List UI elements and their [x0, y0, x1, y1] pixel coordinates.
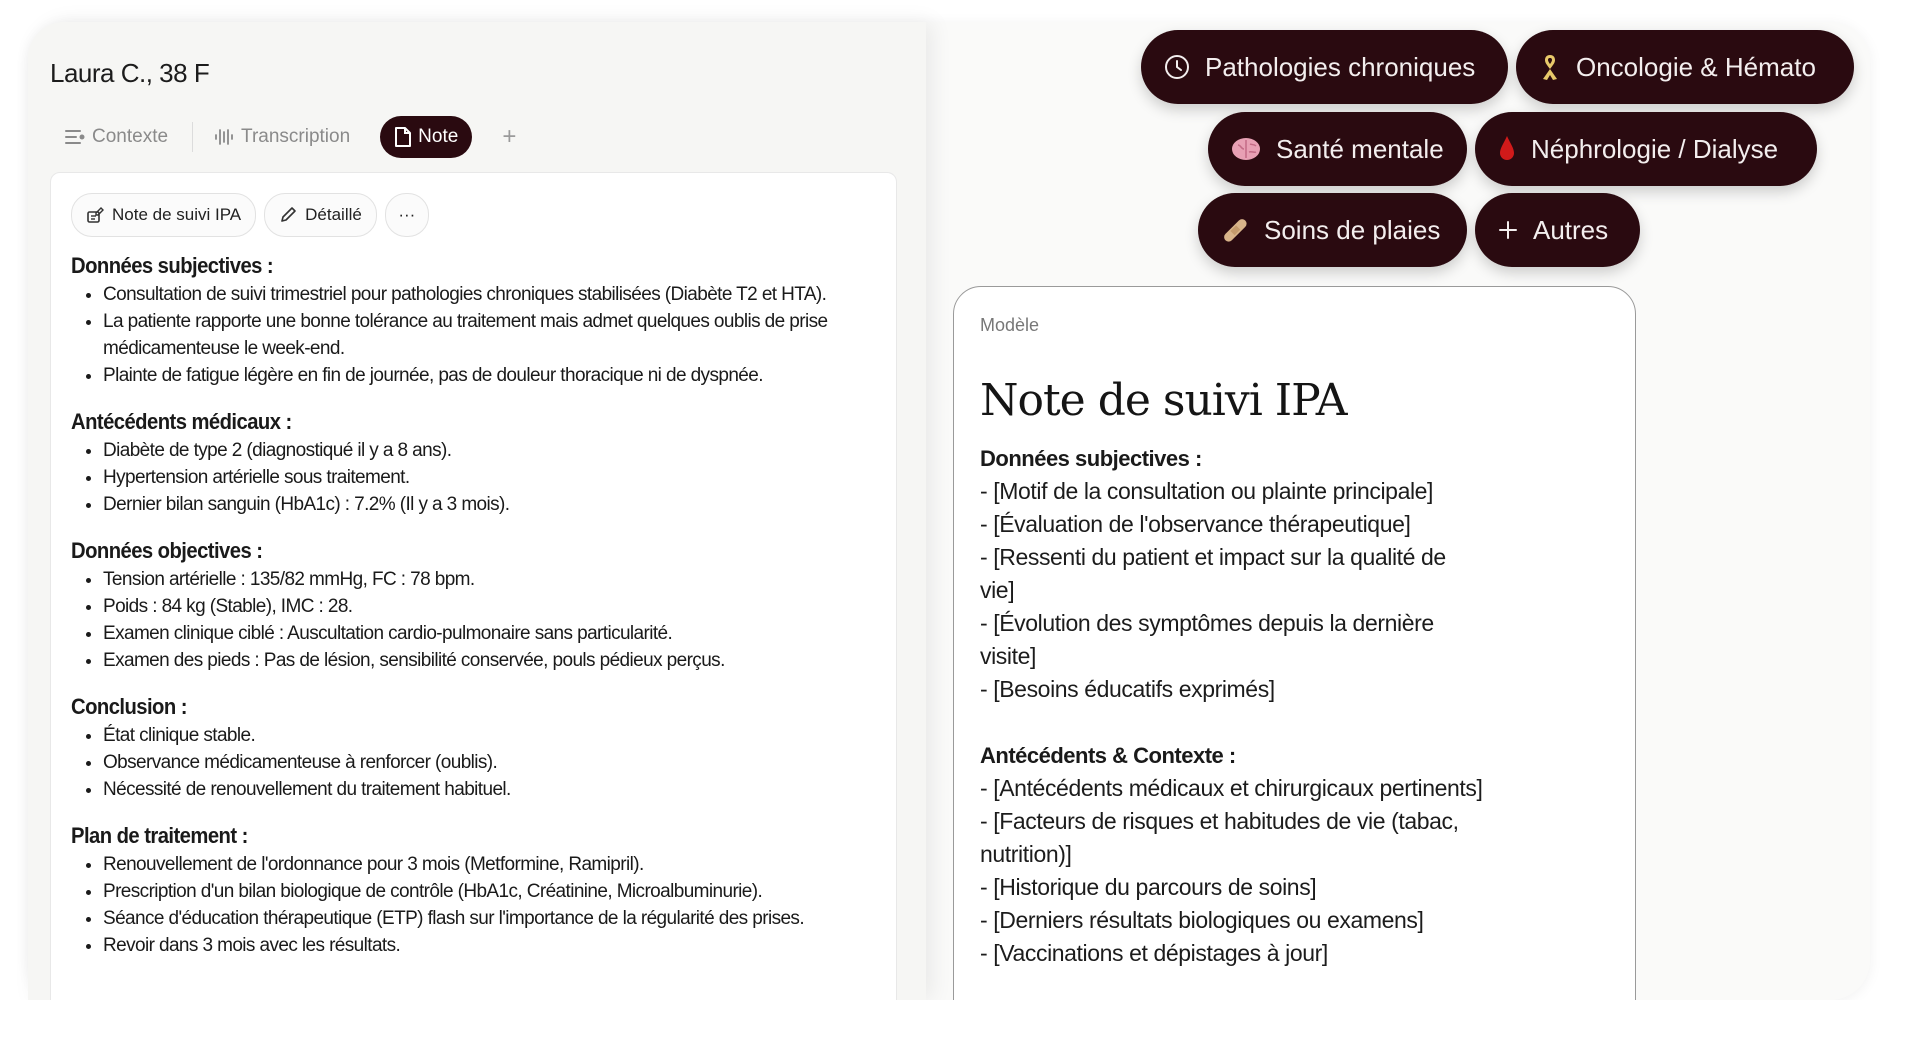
note-card [50, 172, 897, 1014]
model-label: Modèle [980, 315, 1040, 335]
note-list-item: • Tension artérielle : 135/82 mmHg, FC : 78 bpm. [103, 566, 891, 593]
note-section-title: Plan de traitement : [71, 823, 248, 848]
template-chip-label: Note de suivi IPA [112, 205, 242, 224]
tab-contexte[interactable] [64, 116, 168, 158]
note-section-list [71, 566, 891, 674]
brain-icon [1230, 135, 1262, 163]
note-section-title: Données objectives : [71, 538, 263, 563]
document-icon [394, 126, 412, 148]
category-autres[interactable] [1475, 193, 1640, 267]
ribbon-icon [1538, 52, 1562, 82]
model-title: Note de suivi IPA [980, 375, 1347, 426]
blood-drop-icon [1497, 134, 1517, 164]
model-placeholder-line: - [Facteurs de risques et habitudes de vie (tabac, [980, 808, 1459, 834]
pencil-icon [279, 206, 297, 224]
note-list-item: • Prescription d'un bilan biologique de contrôle (HbA1c, Créatinine, Microalbuminurie). [103, 878, 891, 905]
style-chip-label: Détaillé [305, 205, 362, 224]
category-label: Santé mentale [1276, 133, 1444, 164]
note-toolbar [71, 193, 429, 237]
model-placeholder-line: - [Vaccinations et dépistages à jour] [980, 940, 1328, 966]
note-list-item: • Renouvellement de l'ordonnance pour 3 mois (Metformine, Ramipril). [103, 851, 891, 878]
more-options-button[interactable]: ··· [385, 193, 429, 237]
note-section-list [71, 437, 891, 518]
tab-bar [64, 116, 516, 158]
section-spacer [980, 706, 1540, 739]
category-sante-mentale[interactable] [1208, 112, 1467, 186]
model-placeholder-line: - [Historique du parcours de soins] [980, 874, 1317, 900]
page-background [0, 1000, 1908, 1048]
note-section [71, 253, 891, 389]
model-placeholder-line: - [Derniers résultats biologiques ou examens] [980, 907, 1424, 933]
category-nephrologie-dialyse[interactable] [1475, 112, 1817, 186]
note-section [71, 538, 891, 674]
note-section [71, 409, 891, 518]
note-list-item: • État clinique stable. [103, 722, 891, 749]
note-list-item: • Observance médicamenteuse à renforcer (oublis). [103, 749, 891, 776]
note-section-list [71, 722, 891, 803]
model-content [980, 442, 1540, 970]
tab-label: Transcription [241, 126, 351, 147]
style-chip[interactable] [264, 193, 377, 237]
plus-icon [1497, 219, 1519, 241]
model-placeholder-line: - [Évaluation de l'observance thérapeutique] [980, 511, 1411, 537]
model-section-title: Antécédents & Contexte : [980, 743, 1236, 768]
note-section-title: Données subjectives : [71, 253, 274, 278]
category-soins-de-plaies[interactable] [1198, 193, 1467, 267]
note-content [71, 253, 891, 979]
note-list-item: • Poids : 84 kg (Stable), IMC : 28. [103, 593, 891, 620]
note-section [71, 823, 891, 959]
category-label: Oncologie & Hémato [1576, 51, 1816, 82]
patient-name: Laura C., 38 F [50, 58, 210, 88]
model-placeholder-line: - [Motif de la consultation ou plainte principale] [980, 478, 1434, 504]
note-list-item: • Diabète de type 2 (diagnostiqué il y a 8 ans). [103, 437, 891, 464]
note-section-list [71, 851, 891, 959]
model-placeholder-line: nutrition)] [980, 841, 1072, 867]
tab-label: Note [418, 126, 459, 147]
template-preview-card [953, 286, 1636, 1028]
tab-label: Contexte [92, 126, 169, 147]
model-placeholder-line: visite] [980, 643, 1036, 669]
note-section [71, 694, 891, 803]
note-section-title: Conclusion : [71, 694, 187, 719]
add-tab-button[interactable]: + [502, 123, 517, 150]
clock-icon [1163, 53, 1191, 81]
note-section-title: Antécédents médicaux : [71, 409, 292, 434]
category-label: Pathologies chroniques [1205, 51, 1476, 82]
category-label: Néphrologie / Dialyse [1531, 133, 1779, 164]
model-placeholder-line: - [Besoins éducatifs exprimés] [980, 676, 1275, 702]
model-placeholder-line: - [Évolution des symptômes depuis la dernière [980, 610, 1434, 636]
note-list-item: • Examen des pieds : Pas de lésion, sensibilité conservée, pouls pédieux perçus. [103, 647, 891, 674]
template-edit-icon [86, 206, 104, 224]
category-label: Soins de plaies [1264, 214, 1441, 245]
tab-transcription[interactable] [213, 116, 350, 158]
model-placeholder-line: - [Antécédents médicaux et chirurgicaux pertinents] [980, 775, 1483, 801]
note-list-item: • Dernier bilan sanguin (HbA1c) : 7.2% (Il y a 3 mois). [103, 491, 891, 518]
waveform-icon [213, 127, 235, 147]
note-list-item: • Nécessité de renouvellement du traitement habituel. [103, 776, 891, 803]
note-list-item: • Séance d'éducation thérapeutique (ETP) flash sur l'importance de la régularité des prises. [103, 905, 891, 932]
note-list-item: • Consultation de suivi trimestriel pour pathologies chroniques stabilisées (Diabète T2 et HTA). [103, 281, 891, 308]
note-list-item: • Examen clinique ciblé : Auscultation cardio-pulmonaire sans particularité. [103, 620, 891, 647]
note-list-item: • La patiente rapporte une bonne tolérance au traitement mais admet quelques oublis de prise médicamenteuse le week-end. [103, 308, 891, 362]
model-placeholder-line: - [Ressenti du patient et impact sur la qualité de [980, 544, 1446, 570]
tab-divider [192, 122, 193, 152]
category-pathologies-chroniques[interactable] [1141, 30, 1508, 104]
note-list-item: • Plainte de fatigue légère en fin de journée, pas de douleur thoracique ni de dyspnée. [103, 362, 891, 389]
category-oncologie-hemato[interactable] [1516, 30, 1854, 104]
category-label: Autres [1533, 214, 1609, 245]
context-lines-icon [64, 128, 86, 146]
model-section-title: Données subjectives : [980, 446, 1202, 471]
tab-note[interactable] [380, 116, 472, 158]
note-section-list [71, 281, 891, 389]
template-chip[interactable] [71, 193, 256, 237]
note-list-item: • Revoir dans 3 mois avec les résultats. [103, 932, 891, 959]
note-list-item: • Hypertension artérielle sous traitement. [103, 464, 891, 491]
model-placeholder-line: vie] [980, 577, 1015, 603]
bandage-icon [1220, 215, 1250, 245]
